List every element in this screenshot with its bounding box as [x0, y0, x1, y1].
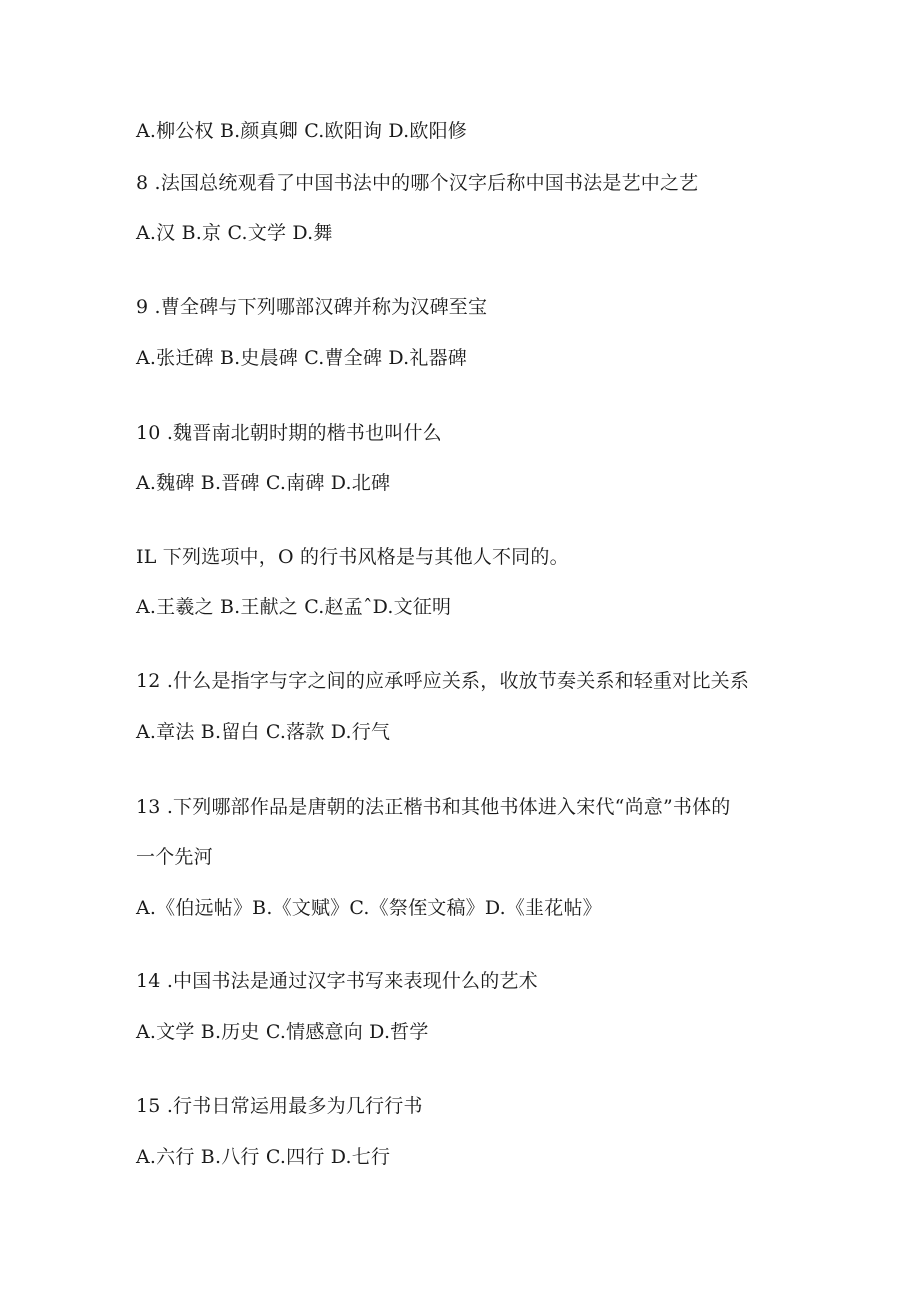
q7-options: A.柳公权 B.颜真卿 C.欧阳询 D.欧阳修 [136, 120, 467, 142]
q9-question: 9 .曹全碑与下列哪部汉碑并称为汉碑至宝 [136, 296, 488, 318]
q8-options: A.汉 B.京 C.文学 D.舞 [136, 222, 333, 244]
q10-question: 10 .魏晋南北朝时期的楷书也叫什么 [136, 422, 442, 444]
q12-question: 12 .什么是指字与字之间的应承呼应关系，收放节奏关系和轻重对比关系 [136, 670, 750, 692]
q15-question: 15 .行书日常运用最多为几行行书 [136, 1095, 423, 1117]
q13-options: A.《伯远帖》B.《文赋》C.《祭侄文稿》D.《韭花帖》 [136, 897, 602, 919]
q14-options: A.文学 B.历史 C.情感意向 D.哲学 [136, 1021, 429, 1043]
q11-options: A.王羲之 B.王献之 C.赵孟ˆD.文征明 [136, 596, 452, 618]
q8-question: 8 .法国总统观看了中国书法中的哪个汉字后称中国书法是艺中之艺 [136, 172, 699, 194]
q12-options: A.章法 B.留白 C.落款 D.行气 [136, 721, 391, 743]
q15-options: A.六行 B.八行 C.四行 D.七行 [136, 1146, 391, 1168]
q13-question-continued: 一个先河 [136, 846, 213, 868]
q14-question: 14 .中国书法是通过汉字书写来表现什么的艺术 [136, 970, 538, 992]
q13-question: 13 .下列哪部作品是唐朝的法正楷书和其他书体进入宋代“尚意”书体的 [136, 796, 731, 818]
q11-question: IL 下列选项中，O 的行书风格是与其他人不同的。 [136, 546, 569, 568]
q9-options: A.张迁碑 B.史晨碑 C.曹全碑 D.礼器碑 [136, 347, 467, 369]
q10-options: A.魏碑 B.晋碑 C.南碑 D.北碑 [136, 472, 391, 494]
